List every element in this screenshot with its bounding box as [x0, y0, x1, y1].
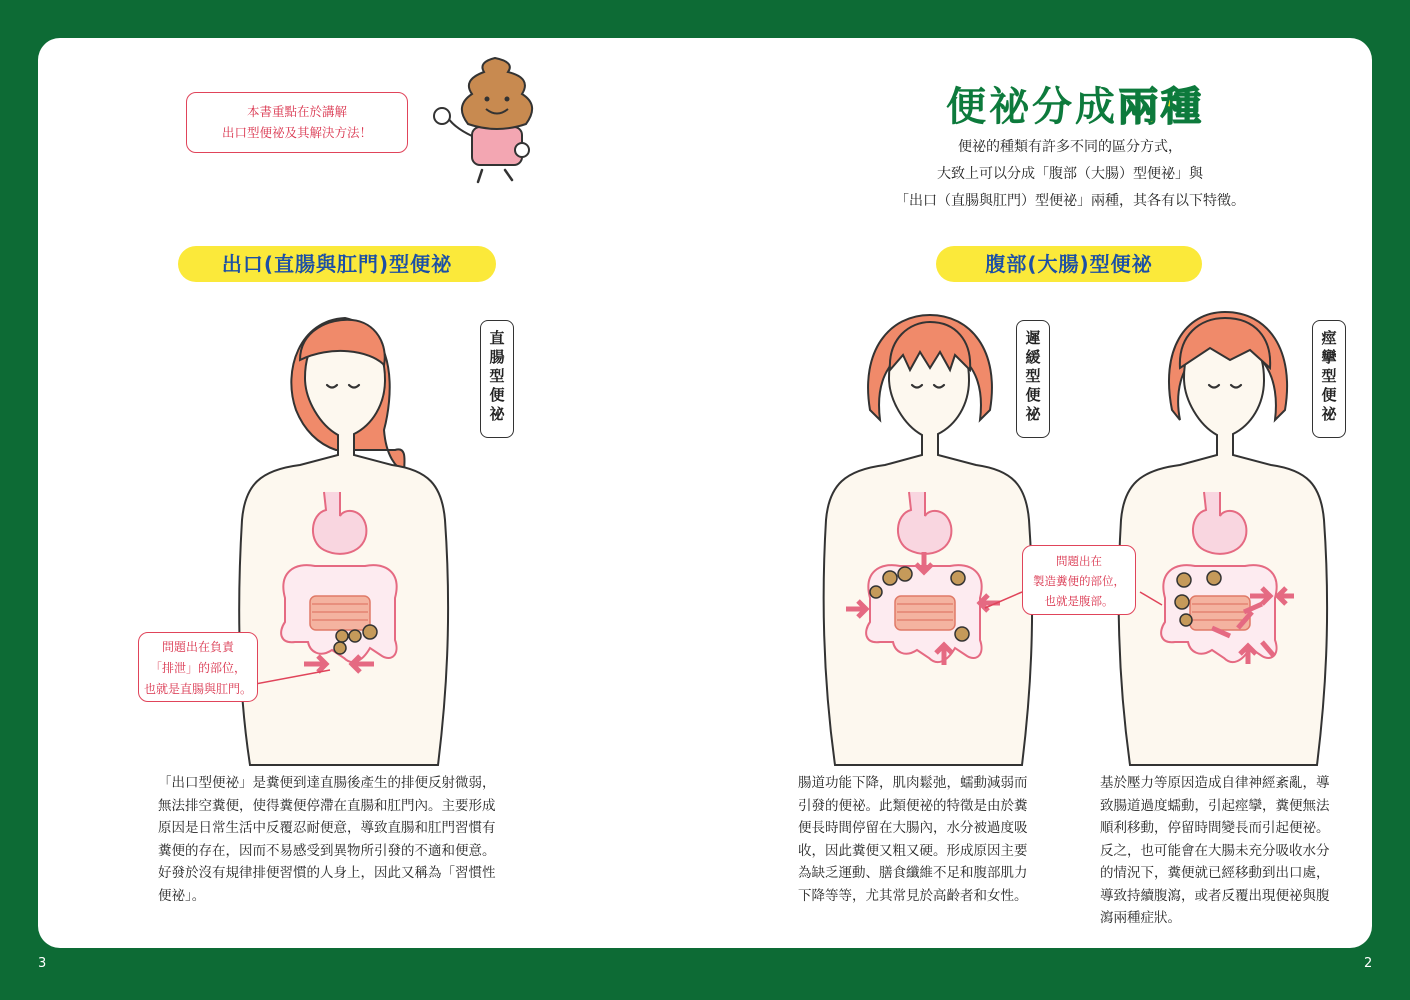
- intro-line: 大致上可以分成「腹部（大腸）型便祕」與: [937, 166, 1203, 182]
- text-line: 無法排空糞便，使得糞便停滯在直腸和肛門內。主要形成: [158, 797, 496, 814]
- left-description: [158, 772, 523, 907]
- text-line: 便長時間停留在大腸內，水分被過度吸: [798, 820, 1028, 836]
- intro-text: [860, 134, 1280, 215]
- main-title: [890, 75, 1260, 132]
- label-char: 遲: [1025, 329, 1041, 347]
- page-number-right: 2: [1364, 956, 1373, 971]
- text-line: 瀉兩種症狀。: [1100, 910, 1181, 926]
- left-figure-callout: [138, 632, 258, 702]
- callout-line: 問題出在負責: [161, 640, 234, 654]
- text-line: 基於壓力等原因造成自律神經紊亂，導: [1100, 775, 1330, 791]
- intro-line: 便祕的種類有許多不同的區分方式，: [958, 139, 1182, 155]
- label-char: 攣: [1321, 348, 1337, 366]
- callout-line: 「排泄」的部位，: [149, 661, 246, 675]
- left-section-title: 出口(直腸與肛門)型便祕: [178, 246, 496, 282]
- label-char: 便: [1025, 386, 1041, 404]
- main-title-highlight: 兩種: [1118, 84, 1204, 130]
- mascot-callout-line: 出口型便祕及其解決方法！: [221, 125, 372, 140]
- label-char: 便: [1321, 386, 1337, 404]
- label-spastic-type: [1312, 320, 1346, 438]
- text-line: 導致持續腹瀉，或者反覆出現便祕與腹: [1100, 887, 1330, 904]
- text-line: 糞便的存在，因而不易感受到異物所引發的不適和便意。: [158, 842, 496, 859]
- spastic-type-description: [1100, 772, 1355, 930]
- text-line: 收，因此糞便又粗又硬。形成原因主要: [798, 842, 1028, 859]
- text-line: 「出口型便祕」是糞便到達直腸後產生的排便反射微弱，: [158, 775, 496, 791]
- label-char: 型: [1321, 367, 1337, 385]
- left-figure-rectal-type: [239, 318, 448, 765]
- text-line: 順利移動，停留時間變長而引起便祕。: [1100, 820, 1330, 836]
- label-char: 便: [489, 386, 505, 404]
- label-rectal-type: [480, 320, 514, 438]
- text-line: 腸道功能下降，肌肉鬆弛，蠕動減弱而: [798, 775, 1028, 791]
- label-char: 祕: [1025, 405, 1041, 423]
- label-char: 緩: [1025, 348, 1041, 366]
- label-char: 型: [489, 367, 505, 385]
- label-slow-type: [1016, 320, 1050, 438]
- callout-line: 問題出在: [1056, 554, 1102, 568]
- mascot-speech-bubble: [186, 92, 408, 153]
- text-line: 引發的便祕。此類便祕的特徵是由於糞: [798, 797, 1028, 814]
- text-line: 便祕」。: [158, 887, 206, 904]
- label-char: 腸: [489, 348, 505, 366]
- text-line: 的情況下，糞便就已經移動到出口處，: [1100, 865, 1330, 881]
- page-number-left: 3: [38, 956, 47, 971]
- slow-type-description: [798, 772, 1053, 907]
- label-char: 型: [1025, 367, 1041, 385]
- text-line: 原因是日常生活中反覆忍耐便意，導致直腸和肛門習慣有: [158, 820, 496, 836]
- right-figure-callout: [1022, 545, 1136, 615]
- label-char: 直: [489, 329, 505, 347]
- callout-line: 也就是腹部。: [1044, 594, 1114, 608]
- right-figure-slow-type: [824, 315, 1033, 765]
- text-line: 為缺乏運動、膳食纖維不足和腹部肌力: [798, 865, 1028, 881]
- text-line: 反之，也可能會在大腸未充分吸收水分: [1100, 842, 1330, 859]
- intro-line: 「出口（直腸與肛門）型便祕」兩種，其各有以下特徵。: [895, 193, 1245, 209]
- mascot-callout-line: 本書重點在於講解: [246, 104, 347, 119]
- label-char: 痙: [1321, 329, 1337, 347]
- mascot-poop-character: [434, 58, 532, 182]
- label-char: 祕: [1321, 405, 1337, 423]
- text-line: 下降等等，尤其常見於高齡者和女性。: [798, 887, 1028, 904]
- right-section-title: 腹部(大腸)型便祕: [936, 246, 1202, 282]
- text-line: 好發於沒有規律排便習慣的人身上，因此又稱為「習慣性: [158, 865, 496, 881]
- right-figure-spastic-type: [1119, 312, 1328, 765]
- text-line: 致腸道過度蠕動，引起痙攣，糞便無法: [1100, 797, 1330, 814]
- callout-line: 製造糞便的部位，: [1033, 574, 1125, 588]
- label-char: 祕: [489, 405, 505, 423]
- main-title-part1: 便祕分成: [946, 84, 1118, 130]
- callout-line: 也就是直腸與肛門。: [143, 682, 252, 696]
